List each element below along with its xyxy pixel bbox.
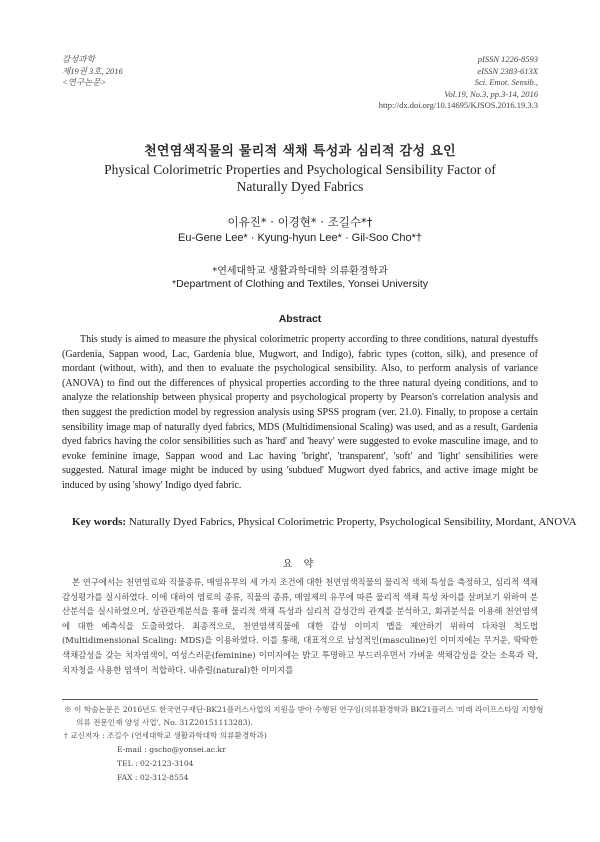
journal-name-ko: 감성과학 (62, 54, 95, 64)
title-korean: 천연염색직물의 물리적 색채 특성과 심리적 감성 요인 (144, 144, 456, 159)
article-type: <연구논문> (62, 77, 107, 87)
title-english: Physical Colorimetric Properties and Psychological Sensibility Factor of Naturally Dyed Fabrics (104, 162, 496, 194)
authors-korean: 이유진* · 이경현* · 조길수*† (227, 215, 373, 229)
keywords (72, 514, 600, 530)
affiliation-korean: *연세대학교 생활과학대학 의류환경학과 (212, 266, 388, 277)
journal-header-left (62, 54, 123, 89)
volume-ko: 제19권 3호, 2016 (62, 65, 123, 76)
summary-text: 본 연구에서는 천연염료와 직물종류, 매염유무의 세 가지 조건에 대한 천연염색직물의 물리적 색채 특성을 측정하고, 심리적 색채감성평가를 실시하였다. 이에 대하여 염료의 종류, 직물의 종류, 매염제의 유무에 따른 물리적 색채 특성 차이를 살펴보기 위하여 분산분석을 실시하였으며, 상관관계분석을 통해 물리적 색채 특성과 심리적 감성간의 관계를 분석하고, 회귀분석을 이용해 천연염색에 대한 예측식을 도출하였다. 최종적으로, 천연염색직물에 대한 감성 이미지 맵을 제안하기 위하여 다차원 척도법(Multidimensional Scaling: MDS)을 이용하였다. 이를 통해, 대표적으로 남성적인(masculine)인 이미지에는 무거운, 딱딱한 색채감성을 갖는 치자염색이, 여성스러운(feminine) 이미지에는 밝고 투명하고 부드러우면서 가벼운 색채감성을 갖는 소목과 락, 치자청을 사용한 염색이 적합하다. 내츄럴(natural)한 이미지를 (62, 577, 538, 675)
footnote-divider (62, 699, 538, 700)
doi-link[interactable]: http://dx.doi.org/10.14695/KJSOS.2016.19.3.3 (378, 100, 538, 110)
contact-info (117, 743, 226, 785)
eissn: eISSN 2383-613X (477, 65, 538, 76)
abstract-text: This study is aimed to measure the physical colorimetric property according to three conditions, natural dyestuffs (Gardenia, Sappan wood, Lac, Gardenia blue, Mugwort, and Indigo), fabric types (cotton, silk), and presence of mordant (without, with), and then to evaluate the psychological sensibility. Also, to perform analysis of variance (ANOVA) to find out the differences of physical properties according to the three natural dyeing conditions, and to analyze the relationship between physical property and psychological property by Pearson's correlation analysis and then suggest the prediction model by regression analysis using SPSS program (ver. 21.0). Finally, to propose a certain sensibility image map of naturally dyed fabrics, MDS (Multidimensional Scaling) was used, and as a result, Gardenia dyed fabrics having the color sensibilities such as 'hard' and 'heavy' were suggested to evoke masculine image, and to evoke feminine image, Sappan wood and Lac having 'bright', 'transparent', 'soft' and 'light' sensibilities were suggested. Natural image might be induced by using 'subdued' Mugwort dyed fabrics, and active image might be induced by using 'showy' Indigo dyed fabric. (62, 334, 538, 491)
contact-email[interactable]: E-mail : gscho@yonsei.ac.kr (117, 745, 226, 754)
pissn: pISSN 1226-8593 (477, 54, 538, 64)
abstract-heading: Abstract (278, 313, 322, 325)
authors-english: Eu-Gene Lee* · Kyung-hyun Lee* · Gil-Soo Cho*† (178, 232, 422, 244)
footnote-corresponding: † 교신저자 : 조길수 (연세대학교 생활과학대학 의류환경학과) (64, 731, 267, 740)
keywords-label: Key words: (72, 516, 127, 528)
affiliation-english: *Department of Clothing and Textiles, Yonsei University (171, 278, 429, 290)
volume-en: Vol.19, No.3, pp.3-14, 2016 (444, 88, 538, 99)
footnote-funding: ※ 이 학술논문은 2016년도 한국연구재단-BK21플러스사업의 지원을 받아 수행된 연구임(의류환경학과 BK21플러스 '미래 라이프스타일 지향형 의류 전문인재 양성 사업', No. 31Z20151113283). (64, 705, 544, 727)
summary-heading: 요 약 (282, 559, 318, 570)
keywords-text: Naturally Dyed Fabrics, Physical Colorimetric Property, Psychological Sensibility, Mordant, ANOVA (128, 516, 577, 528)
journal-name-en: Sci. Emot. Sensib., (474, 77, 538, 87)
contact-fax: FAX : 02-312-8554 (117, 773, 189, 782)
contact-tel: TEL : 02-2123-3104 (117, 759, 194, 768)
journal-header-right (379, 54, 538, 112)
